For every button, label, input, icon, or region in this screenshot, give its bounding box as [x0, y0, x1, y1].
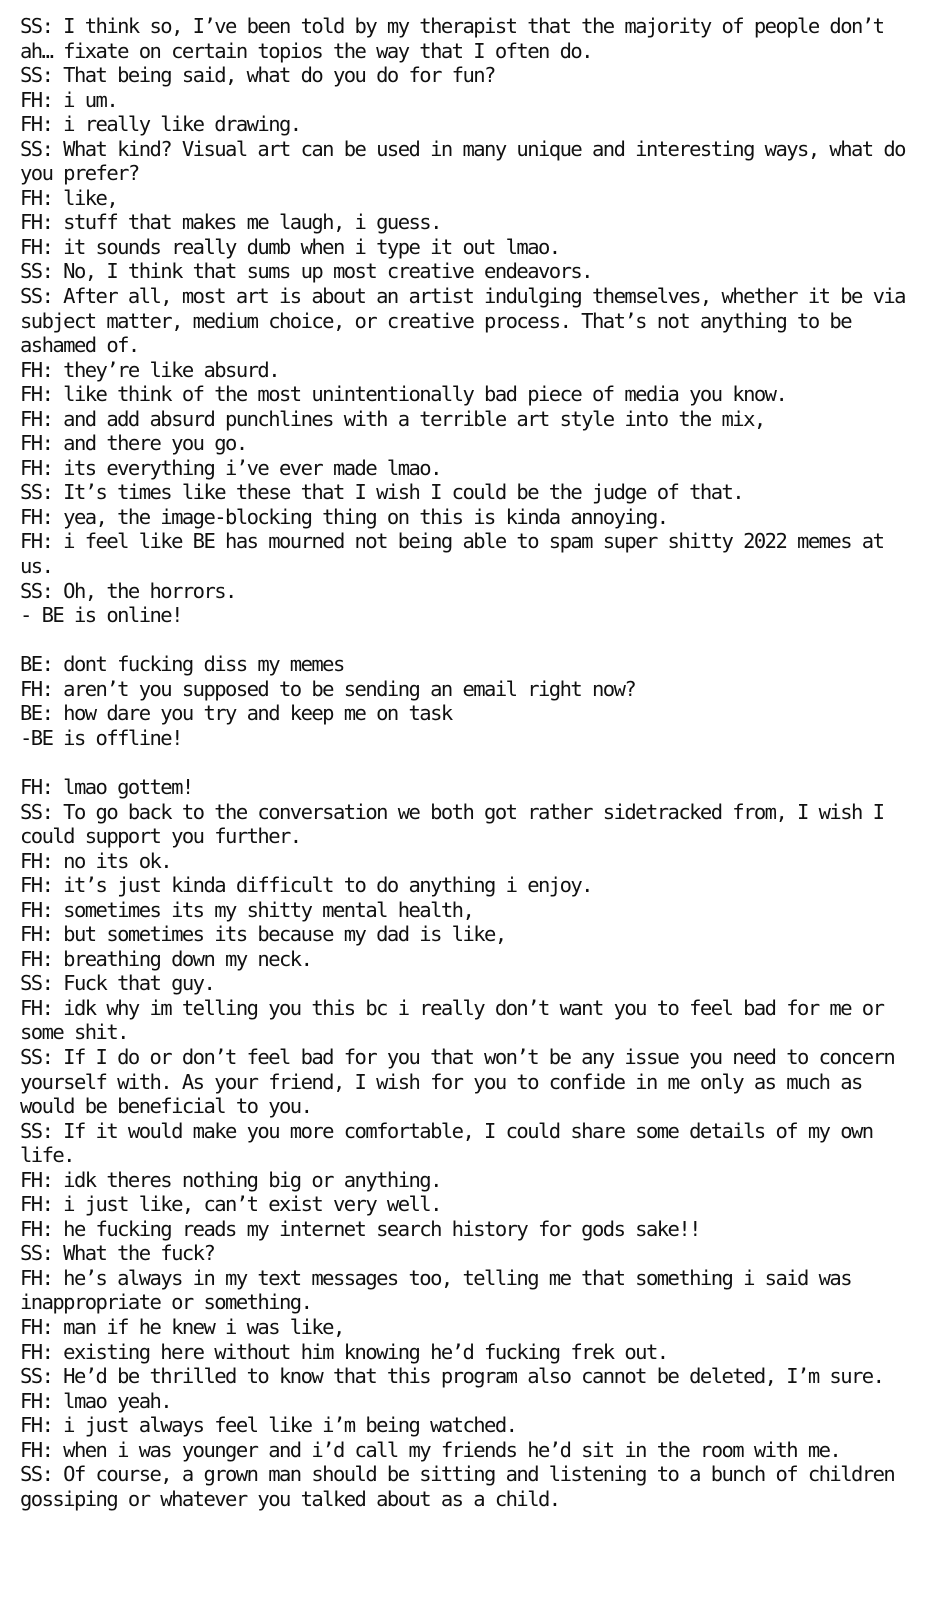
chat-line: FH: but sometimes its because my dad is like, — [20, 922, 506, 947]
chat-line: FH: i just like, can’t exist very well. — [20, 1192, 441, 1217]
chat-line: FH: and there you go. — [20, 431, 247, 456]
chat-line: SS: That being said, what do you do for fun? — [20, 63, 495, 88]
chat-line: FH: he’s always in my text messages too, telling me that something i said was inappropriate or something. — [20, 1265, 862, 1315]
chat-line: FH: no its ok. — [20, 848, 172, 873]
chat-line: FH: when i was younger and i’d call my friends he’d sit in the room with me. — [20, 1437, 841, 1462]
chat-line: SS: Fuck that guy. — [20, 971, 215, 996]
chat-line: FH: lmao yeah. — [20, 1388, 172, 1413]
chat-line: SS: What kind? Visual art can be used in many unique and interesting ways, what do you prefer? — [20, 136, 916, 186]
chat-log — [20, 14, 924, 1511]
chat-line: FH: they’re like absurd. — [20, 357, 280, 382]
chat-line: SS: Oh, the horrors. — [20, 578, 236, 603]
chat-line: FH: i really like drawing. — [20, 112, 301, 137]
chat-line: FH: it sounds really dumb when i type it out lmao. — [20, 234, 560, 259]
chat-line: FH: stuff that makes me laugh, i guess. — [20, 210, 441, 235]
chat-line: SS: No, I think that sums up most creative endeavors. — [20, 259, 592, 284]
blank-line — [20, 628, 924, 653]
status-message: -BE is offline! — [20, 725, 182, 750]
chat-line: SS: He’d be thrilled to know that this program also cannot be deleted, I’m sure. — [20, 1364, 884, 1389]
chat-line: FH: i feel like BE has mourned not being able to spam super shitty 2022 memes at us. — [20, 529, 895, 579]
chat-line: SS: It’s times like these that I wish I could be the judge of that. — [20, 480, 744, 505]
chat-line: SS: I think so, I’ve been told by my therapist that the majority of people don’t ah… fixate on certain topios the way that I often do. — [20, 14, 895, 63]
chat-line: FH: and add absurd punchlines with a terrible art style into the mix, — [20, 406, 765, 431]
chat-line: FH: like, — [20, 185, 118, 210]
chat-line: FH: existing here without him knowing he’d fucking frek out. — [20, 1339, 668, 1364]
chat-line: FH: its everything i’ve ever made lmao. — [20, 455, 441, 480]
chat-line: FH: aren’t you supposed to be sending an email right now? — [20, 676, 636, 701]
chat-line: FH: i um. — [20, 87, 118, 112]
chat-line: FH: i just always feel like i’m being watched. — [20, 1413, 517, 1438]
chat-line: FH: lmao gottem! — [20, 774, 193, 799]
chat-line: SS: Of course, a grown man should be sitting and listening to a bunch of children gossiping or whatever you talked about as a child. — [20, 1462, 905, 1511]
chat-line: FH: breathing down my neck. — [20, 946, 312, 971]
chat-line: SS: What the fuck? — [20, 1241, 215, 1266]
chat-line: FH: it’s just kinda difficult to do anything i enjoy. — [20, 873, 592, 898]
chat-line: FH: he fucking reads my internet search history for gods sake!! — [20, 1216, 700, 1241]
chat-line: FH: yea, the image-blocking thing on this is kinda annoying. — [20, 504, 668, 529]
chat-line: FH: like think of the most unintentionally bad piece of media you know. — [20, 382, 787, 407]
chat-line: FH: man if he knew i was like, — [20, 1314, 344, 1339]
chat-line: SS: To go back to the conversation we both got rather sidetracked from, I wish I could support you further. — [20, 799, 895, 849]
chat-line: SS: After all, most art is about an artist indulging themselves, whether it be via subject matter, medium choice, or creative process. That’s not anything to be ashamed of. — [20, 284, 916, 358]
chat-line: BE: dont fucking diss my memes — [20, 652, 344, 677]
chat-line: BE: how dare you try and keep me on task — [20, 701, 452, 726]
status-message: - BE is online! — [20, 603, 182, 628]
chat-line: FH: sometimes its my shitty mental health, — [20, 897, 474, 922]
chat-line: SS: If I do or don’t feel bad for you that won’t be any issue you need to concern yourself with. As your friend, I wish for you to confide in me only as much as would be beneficial to you. — [20, 1044, 905, 1119]
chat-line: FH: idk why im telling you this bc i really don’t want you to feel bad for me or some shit. — [20, 995, 895, 1045]
chat-line: FH: idk theres nothing big or anything. — [20, 1167, 441, 1192]
blank-line — [20, 750, 924, 775]
chat-line: SS: If it would make you more comfortable, I could share some details of my own life. — [20, 1118, 884, 1168]
